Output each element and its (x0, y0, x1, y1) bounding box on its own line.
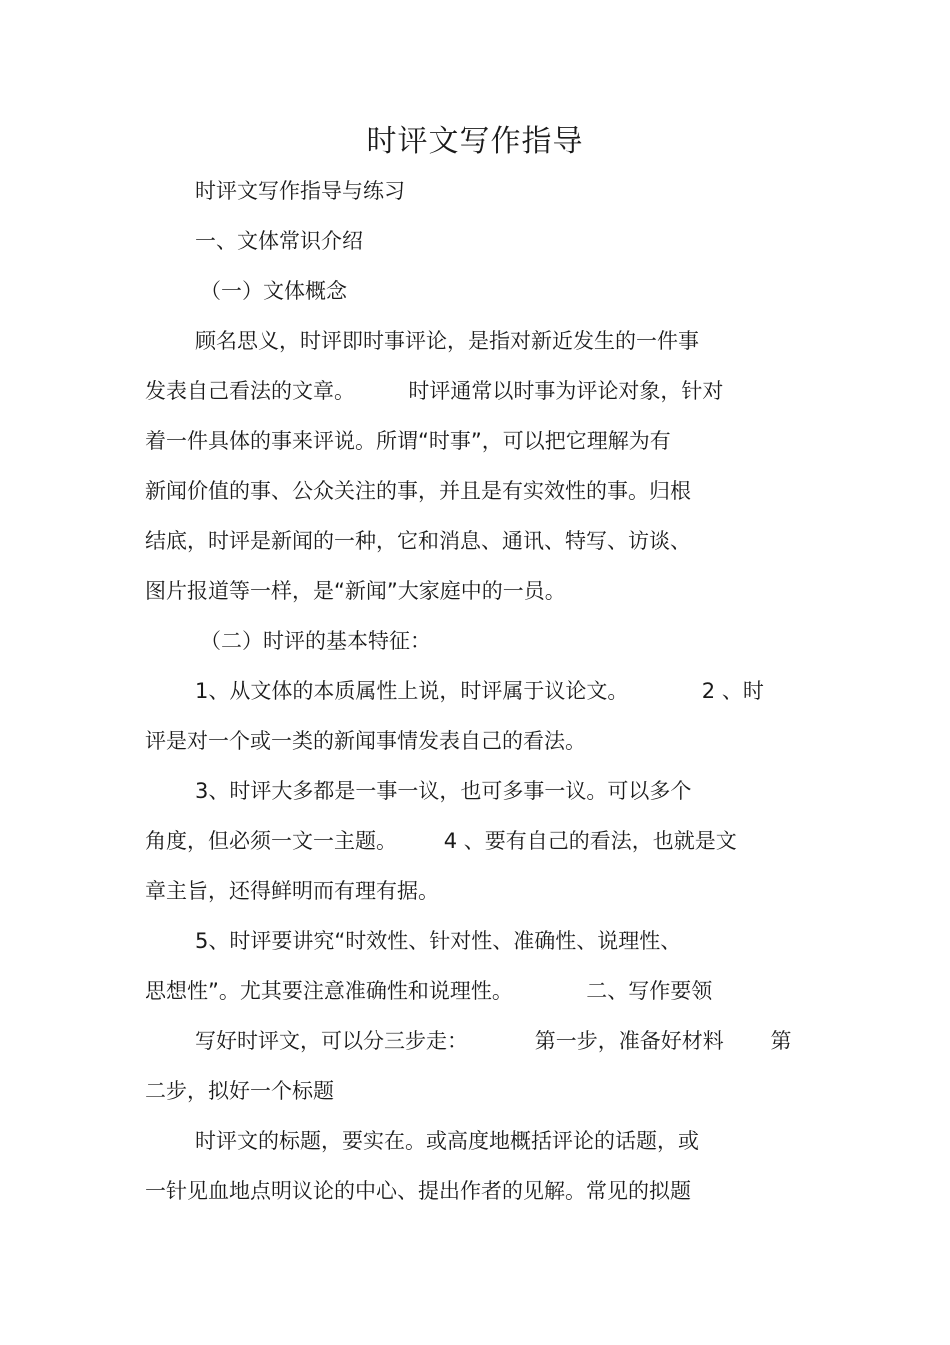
paragraph-line: 发表自己看法的文章。 时评通常以时事为评论对象，针对 (145, 379, 724, 403)
document-title: 时评文写作指导 (366, 124, 584, 159)
paragraph-line: 角度，但必须一文一主题。 4 、要有自己的看法，也就是文 (145, 829, 737, 853)
paragraph-line: 结底，时评是新闻的一种，它和消息、通讯、特写、访谈、 (145, 529, 691, 553)
subtitle-line: 时评文写作指导与练习 (195, 179, 405, 203)
paragraph-line: 3、时评大多都是一事一议，也可多事一议。可以多个 (195, 779, 692, 803)
paragraph-line: 一针见血地点明议论的中心、提出作者的见解。常见的拟题 (145, 1179, 691, 1203)
paragraph-line: 二步，拟好一个标题 (145, 1079, 334, 1103)
subsection-heading-1: （一）文体概念 (200, 279, 347, 303)
paragraph-line: 时评文的标题，要实在。或高度地概括评论的话题，或 (195, 1129, 699, 1153)
paragraph-line: 1、从文体的本质属性上说，时评属于议论文。 2 、时 (195, 679, 764, 703)
paragraph-line: 思想性”。尤其要注意准确性和说理性。 二、写作要领 (145, 979, 713, 1003)
paragraph-line: 章主旨，还得鲜明而有理有据。 (145, 879, 439, 903)
paragraph-line: 图片报道等一样，是“新闻”大家庭中的一员。 (145, 579, 566, 603)
paragraph-line: 顾名思义，时评即时事评论，是指对新近发生的一件事 (195, 329, 699, 353)
paragraph-line: 5、时评要讲究“时效性、针对性、准确性、说理性、 (195, 929, 682, 953)
paragraph-line: 评是对一个或一类的新闻事情发表自己的看法。 (145, 729, 586, 753)
paragraph-line: 写好时评文，可以分三步走： 第一步，准备好材料 第 (195, 1029, 792, 1053)
section-heading-1: 一、文体常识介绍 (195, 229, 363, 253)
paragraph-line: 新闻价值的事、公众关注的事，并且是有实效性的事。归根 (145, 479, 691, 503)
paragraph-line: 着一件具体的事来评说。所谓“时事”，可以把它理解为有 (145, 429, 671, 453)
subsection-heading-2: （二）时评的基本特征： (200, 629, 431, 653)
